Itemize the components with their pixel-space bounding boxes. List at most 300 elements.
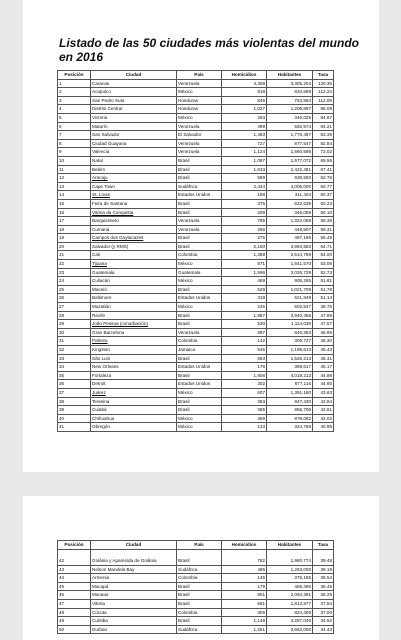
- cell-position: 24: [58, 277, 91, 286]
- cell-homicides: 176: [222, 363, 267, 372]
- cell-homicides: 133: [222, 423, 267, 432]
- cell-rate: 38.25: [313, 591, 334, 600]
- cell-position: 38: [58, 397, 91, 406]
- cell-country: Venezuela: [177, 328, 222, 337]
- cell-homicides: 529: [222, 285, 267, 294]
- cell-homicides: 785: [222, 217, 267, 226]
- table-row: [58, 397, 334, 406]
- cell-inhabitants: 846,353: [267, 328, 313, 337]
- cell-position: 17: [58, 217, 91, 226]
- cell-country: México: [177, 423, 222, 432]
- cell-position: 20: [58, 242, 91, 251]
- cell-city: Caracas: [91, 79, 177, 88]
- cell-inhabitants: 847,430: [267, 397, 313, 406]
- table-row: [58, 549, 334, 565]
- table-row: [58, 139, 334, 148]
- table-row: [58, 268, 334, 277]
- cell-country: Sudáfrica: [177, 565, 222, 574]
- cell-city: New Orleans: [91, 363, 177, 372]
- cell-rate: 37.54: [313, 599, 334, 608]
- table-row: [58, 565, 334, 574]
- cell-homicides: 188: [222, 191, 267, 200]
- cell-homicides: 365: [222, 406, 267, 415]
- cell-position: 1: [58, 79, 91, 88]
- cell-city: Barquisimeto: [91, 217, 177, 226]
- cell-position: 27: [58, 303, 91, 312]
- cell-position: 37: [58, 388, 91, 397]
- cell-city: Nelson Mandela Bay: [91, 565, 177, 574]
- cell-rate: 45.43: [313, 346, 334, 355]
- cell-position: 32: [58, 346, 91, 355]
- cell-inhabitants: 448,507: [267, 225, 313, 234]
- cell-city: San Salvador: [91, 131, 177, 140]
- cell-rate: 83.39: [313, 131, 334, 140]
- header-inhabitants: Habitantes: [267, 71, 313, 80]
- cell-city: Durban: [91, 625, 177, 634]
- cell-position: 34: [58, 363, 91, 372]
- cell-country: Sudáfrica: [177, 625, 222, 634]
- cell-rate: 60.77: [313, 182, 334, 191]
- cell-country: Brasil: [177, 397, 222, 406]
- cell-position: 44: [58, 574, 91, 583]
- cell-rate: 51.78: [313, 285, 334, 294]
- cell-country: Sudáfrica: [177, 182, 222, 191]
- cell-city: Maturín: [91, 122, 177, 131]
- cell-homicides: 1,148: [222, 617, 267, 626]
- table-row: [58, 303, 334, 312]
- cell-homicides: 1,097: [222, 156, 267, 165]
- cell-position: 39: [58, 406, 91, 415]
- cell-rate: 45.17: [313, 363, 334, 372]
- cell-inhabitants: 1,391,180: [267, 388, 313, 397]
- cell-country: Brasil: [177, 371, 222, 380]
- cell-inhabitants: 3,984,583: [267, 242, 313, 251]
- cell-country: Brasil: [177, 242, 222, 251]
- cell-rate: 38.54: [313, 574, 334, 583]
- cell-rate: 39.48: [313, 549, 334, 565]
- cell-inhabitants: 2,094,391: [267, 591, 313, 600]
- cell-rate: 60.10: [313, 208, 334, 217]
- cell-homicides: 1,887: [222, 311, 267, 320]
- cell-inhabitants: 3,940,456: [267, 311, 313, 320]
- cell-country: Venezuela: [177, 139, 222, 148]
- cell-rate: 47.57: [313, 320, 334, 329]
- cell-city: Tijuana: [91, 260, 177, 269]
- header-city: Ciudad: [91, 541, 177, 550]
- table-row: [58, 174, 334, 183]
- table-row: [58, 608, 334, 617]
- cell-country: Honduras: [177, 105, 222, 114]
- cell-inhabitants: 621,849: [267, 294, 313, 303]
- cell-inhabitants: 1,641,570: [267, 260, 313, 269]
- cell-homicides: 545: [222, 346, 267, 355]
- cell-city: Baltimore: [91, 294, 177, 303]
- cell-country: Brasil: [177, 591, 222, 600]
- cell-homicides: 318: [222, 294, 267, 303]
- cell-homicides: 305: [222, 608, 267, 617]
- table-row: [58, 294, 334, 303]
- cell-rate: 47.89: [313, 311, 334, 320]
- cell-homicides: 1,633: [222, 165, 267, 174]
- cell-rate: 54.71: [313, 242, 334, 251]
- cell-homicides: 293: [222, 113, 267, 122]
- cell-city: Palmira: [91, 337, 177, 346]
- cell-position: 2: [58, 88, 91, 97]
- cell-position: 16: [58, 208, 91, 217]
- cell-country: México: [177, 277, 222, 286]
- cell-position: 42: [58, 549, 91, 565]
- cell-position: 25: [58, 285, 91, 294]
- cell-position: 15: [58, 199, 91, 208]
- cell-country: Brasil: [177, 285, 222, 294]
- table-row: [58, 191, 334, 200]
- table-row: [58, 88, 334, 97]
- page-gap: [0, 472, 401, 496]
- cell-homicides: 1,358: [222, 251, 267, 260]
- cell-country: Colombia: [177, 574, 222, 583]
- cell-city: Obregón: [91, 423, 177, 432]
- cell-country: Brasil: [177, 199, 222, 208]
- table-row: [58, 346, 334, 355]
- cell-position: 21: [58, 251, 91, 260]
- cell-rate: 37.00: [313, 608, 334, 617]
- header-inhabitants: Habitantes: [267, 541, 313, 550]
- cell-homicides: 1,027: [222, 105, 267, 114]
- cell-country: México: [177, 113, 222, 122]
- cell-city: Teresina: [91, 397, 177, 406]
- cell-position: 40: [58, 414, 91, 423]
- cell-city: St. Louis: [91, 191, 177, 200]
- cell-inhabitants: 324,788: [267, 423, 313, 432]
- cell-rate: 44.60: [313, 380, 334, 389]
- cell-homicides: 397: [222, 328, 267, 337]
- table-row: [58, 208, 334, 217]
- table-row: [58, 182, 334, 191]
- table-row: [58, 113, 334, 122]
- cell-city: João Pessoa (conurbación): [91, 320, 177, 329]
- cell-city: Cumaná: [91, 225, 177, 234]
- cell-homicides: 275: [222, 234, 267, 243]
- cell-inhabitants: 4,019,213: [267, 371, 313, 380]
- cell-city: Goiânia y Aparecida de Goiânia: [91, 549, 177, 565]
- cell-inhabitants: 938,550: [267, 174, 313, 183]
- cell-position: 8: [58, 139, 91, 148]
- cell-homicides: 2,434: [222, 182, 267, 191]
- cell-country: Brasil: [177, 406, 222, 415]
- table-row: [58, 617, 334, 626]
- cell-city: Culiacán: [91, 277, 177, 286]
- cell-homicides: 681: [222, 599, 267, 608]
- header-country: País: [177, 71, 222, 80]
- cell-homicides: 607: [222, 388, 267, 397]
- table-row: [58, 165, 334, 174]
- cell-position: 14: [58, 191, 91, 200]
- cell-city: Kingston: [91, 346, 177, 355]
- cell-homicides: 142: [222, 337, 267, 346]
- header-country: País: [177, 541, 222, 550]
- cell-rate: 51.14: [313, 294, 334, 303]
- cell-country: Estados Unidos: [177, 380, 222, 389]
- cell-rate: 40.95: [313, 423, 334, 432]
- cell-rate: 59.31: [313, 225, 334, 234]
- document-page-1: [23, 0, 379, 472]
- cell-position: 43: [58, 565, 91, 574]
- header-rate: Tasa: [313, 541, 334, 550]
- cell-city: Guatemala: [91, 268, 177, 277]
- cell-city: Armenia: [91, 574, 177, 583]
- cell-rate: 43.63: [313, 388, 334, 397]
- document-page-2: [23, 496, 379, 640]
- cell-homicides: 369: [222, 414, 267, 423]
- cell-rate: 54.00: [313, 251, 334, 260]
- cell-country: Venezuela: [177, 79, 222, 88]
- cell-homicides: 2,160: [222, 242, 267, 251]
- table-header-row: [58, 71, 334, 80]
- table-row: [58, 234, 334, 243]
- cell-inhabitants: 1,021,709: [267, 285, 313, 294]
- cell-homicides: 266: [222, 225, 267, 234]
- table-row: [58, 225, 334, 234]
- cell-inhabitants: 905,265: [267, 277, 313, 286]
- cell-country: Brasil: [177, 599, 222, 608]
- cell-rate: 39.19: [313, 565, 334, 574]
- cell-rate: 112.09: [313, 96, 334, 105]
- cell-inhabitants: 465,495: [267, 582, 313, 591]
- table-row: [58, 380, 334, 389]
- cell-city: Mazatlán: [91, 303, 177, 312]
- cell-country: Jamaica: [177, 346, 222, 355]
- cell-position: 46: [58, 591, 91, 600]
- table-row: [58, 423, 334, 432]
- cell-inhabitants: 592,574: [267, 122, 313, 131]
- cell-homicides: 145: [222, 574, 267, 583]
- cell-rate: 60.37: [313, 191, 334, 200]
- cell-position: 49: [58, 617, 91, 626]
- cell-inhabitants: 1,778,467: [267, 131, 313, 140]
- cell-city: São Luís: [91, 354, 177, 363]
- cell-position: 7: [58, 131, 91, 140]
- table-row: [58, 242, 334, 251]
- cell-position: 11: [58, 165, 91, 174]
- cell-country: Colombia: [177, 337, 222, 346]
- cell-position: 45: [58, 582, 91, 591]
- cell-rate: 56.45: [313, 234, 334, 243]
- cell-city: Salvador (y RMS): [91, 242, 177, 251]
- table-row: [58, 406, 334, 415]
- cell-position: 10: [58, 156, 91, 165]
- table-row: [58, 574, 334, 583]
- cell-city: Recife: [91, 311, 177, 320]
- cities-table-continued: [57, 540, 334, 634]
- cell-city: Aracaju: [91, 174, 177, 183]
- cell-inhabitants: 346,029: [267, 113, 313, 122]
- cell-country: Brasil: [177, 208, 222, 217]
- cell-country: Venezuela: [177, 225, 222, 234]
- cell-country: México: [177, 260, 222, 269]
- cell-homicides: 375: [222, 199, 267, 208]
- cell-position: 50: [58, 625, 91, 634]
- cell-inhabitants: 1,206,897: [267, 105, 313, 114]
- cell-homicides: 302: [222, 380, 267, 389]
- cell-homicides: 693: [222, 354, 267, 363]
- cell-city: Valencia: [91, 148, 177, 157]
- cell-position: 36: [58, 380, 91, 389]
- cell-country: Colombia: [177, 608, 222, 617]
- cell-country: Venezuela: [177, 148, 222, 157]
- cell-inhabitants: 502,547: [267, 303, 313, 312]
- cell-inhabitants: 1,560,586: [267, 148, 313, 157]
- cell-country: Estados Unidos: [177, 294, 222, 303]
- cell-inhabitants: 1,813,977: [267, 599, 313, 608]
- table-row: [58, 131, 334, 140]
- cell-homicides: 871: [222, 260, 267, 269]
- cell-inhabitants: 677,116: [267, 380, 313, 389]
- cell-inhabitants: 3,287,046: [267, 617, 313, 626]
- cell-city: Cape Town: [91, 182, 177, 191]
- cell-city: Natal: [91, 156, 177, 165]
- cell-homicides: 363: [222, 397, 267, 406]
- cell-city: Juárez: [91, 388, 177, 397]
- cell-country: México: [177, 388, 222, 397]
- cell-homicides: 727: [222, 139, 267, 148]
- table-row: [58, 388, 334, 397]
- cell-position: 22: [58, 260, 91, 269]
- cell-position: 3: [58, 96, 91, 105]
- cell-rate: 60.23: [313, 199, 334, 208]
- cell-position: 29: [58, 320, 91, 329]
- table-row: [58, 79, 334, 88]
- cell-country: Brasil: [177, 165, 222, 174]
- table-row: [58, 217, 334, 226]
- cell-homicides: 782: [222, 549, 267, 565]
- cell-inhabitants: 877,547: [267, 139, 313, 148]
- cell-city: Distrito Central: [91, 105, 177, 114]
- cell-city: Gran Barcelona: [91, 328, 177, 337]
- cell-inhabitants: 1,263,000: [267, 565, 313, 574]
- cell-position: 26: [58, 294, 91, 303]
- cell-city: Cuiabá: [91, 406, 177, 415]
- cell-city: San Pedro Sula: [91, 96, 177, 105]
- document-title: Listado de las 50 ciudades más violentas del mundo en 2016: [59, 36, 359, 64]
- table-row: [58, 599, 334, 608]
- table-row: [58, 591, 334, 600]
- cell-position: 6: [58, 122, 91, 131]
- cell-country: México: [177, 88, 222, 97]
- table-row: [58, 148, 334, 157]
- cell-homicides: 495: [222, 565, 267, 574]
- table-row: [58, 311, 334, 320]
- cell-position: 33: [58, 354, 91, 363]
- header-position: Posición: [58, 71, 91, 80]
- table-row: [58, 328, 334, 337]
- cell-position: 35: [58, 371, 91, 380]
- cell-country: Guatemala: [177, 268, 222, 277]
- cell-city: Acapulco: [91, 88, 177, 97]
- cities-table: [57, 70, 334, 432]
- cell-homicides: 1,124: [222, 148, 267, 157]
- table-row: [58, 156, 334, 165]
- cell-rate: 34.43: [313, 625, 334, 634]
- table-row: [58, 582, 334, 591]
- cell-country: Brasil: [177, 174, 222, 183]
- table-row: [58, 122, 334, 131]
- cell-homicides: 530: [222, 320, 267, 329]
- cell-homicides: 589: [222, 174, 267, 183]
- cell-country: Honduras: [177, 96, 222, 105]
- cell-rate: 53.06: [313, 260, 334, 269]
- cell-country: México: [177, 303, 222, 312]
- header-homicides: Homicidios: [222, 541, 267, 550]
- cell-homicides: 499: [222, 122, 267, 131]
- cell-homicides: 469: [222, 277, 267, 286]
- cell-inhabitants: 1,526,213: [267, 354, 313, 363]
- cell-inhabitants: 753,864: [267, 96, 313, 105]
- cell-inhabitants: 4,005,000: [267, 182, 313, 191]
- cell-position: 18: [58, 225, 91, 234]
- cell-rate: 46.30: [313, 337, 334, 346]
- cell-inhabitants: 824,406: [267, 608, 313, 617]
- cell-city: Curitiba: [91, 617, 177, 626]
- cell-homicides: 801: [222, 591, 267, 600]
- cell-homicides: 1,596: [222, 268, 267, 277]
- cell-inhabitants: 2,514,759: [267, 251, 313, 260]
- cell-city: Belém: [91, 165, 177, 174]
- cell-rate: 51.81: [313, 277, 334, 286]
- cell-country: Brasil: [177, 234, 222, 243]
- cell-city: Victoria: [91, 113, 177, 122]
- table-row: [58, 337, 334, 346]
- cell-rate: 42.61: [313, 406, 334, 415]
- cell-position: 19: [58, 234, 91, 243]
- cell-rate: 82.84: [313, 139, 334, 148]
- cell-rate: 52.73: [313, 268, 334, 277]
- cell-rate: 59.38: [313, 217, 334, 226]
- cell-country: Venezuela: [177, 217, 222, 226]
- cell-position: 12: [58, 174, 91, 183]
- table-row: [58, 414, 334, 423]
- cell-country: Brasil: [177, 582, 222, 591]
- table-row: [58, 320, 334, 329]
- cell-inhabitants: 306,727: [267, 337, 313, 346]
- cell-inhabitants: 2,422,481: [267, 165, 313, 174]
- cell-position: 47: [58, 599, 91, 608]
- cell-inhabitants: 311,404: [267, 191, 313, 200]
- cell-inhabitants: 1,114,039: [267, 320, 313, 329]
- cell-homicides: 1,261: [222, 625, 267, 634]
- cell-inhabitants: 3,026,729: [267, 268, 313, 277]
- cell-city: Macapá: [91, 582, 177, 591]
- cell-position: 28: [58, 311, 91, 320]
- cell-inhabitants: 487,186: [267, 234, 313, 243]
- cell-country: Colombia: [177, 251, 222, 260]
- cell-homicides: 1,808: [222, 371, 267, 380]
- cell-homicides: 918: [222, 88, 267, 97]
- cell-rate: 69.56: [313, 156, 334, 165]
- cell-rate: 42.02: [313, 414, 334, 423]
- cell-homicides: 179: [222, 582, 267, 591]
- cell-rate: 72.02: [313, 148, 334, 157]
- cell-city: Campos dos Goytacazes: [91, 234, 177, 243]
- cell-city: Chihuahua: [91, 414, 177, 423]
- cell-rate: 62.76: [313, 174, 334, 183]
- cell-position: 30: [58, 328, 91, 337]
- cell-city: Maceió: [91, 285, 177, 294]
- cell-position: 13: [58, 182, 91, 191]
- cell-homicides: 245: [222, 303, 267, 312]
- cell-inhabitants: 346,069: [267, 208, 313, 217]
- cell-inhabitants: 1,322,068: [267, 217, 313, 226]
- table-row: [58, 96, 334, 105]
